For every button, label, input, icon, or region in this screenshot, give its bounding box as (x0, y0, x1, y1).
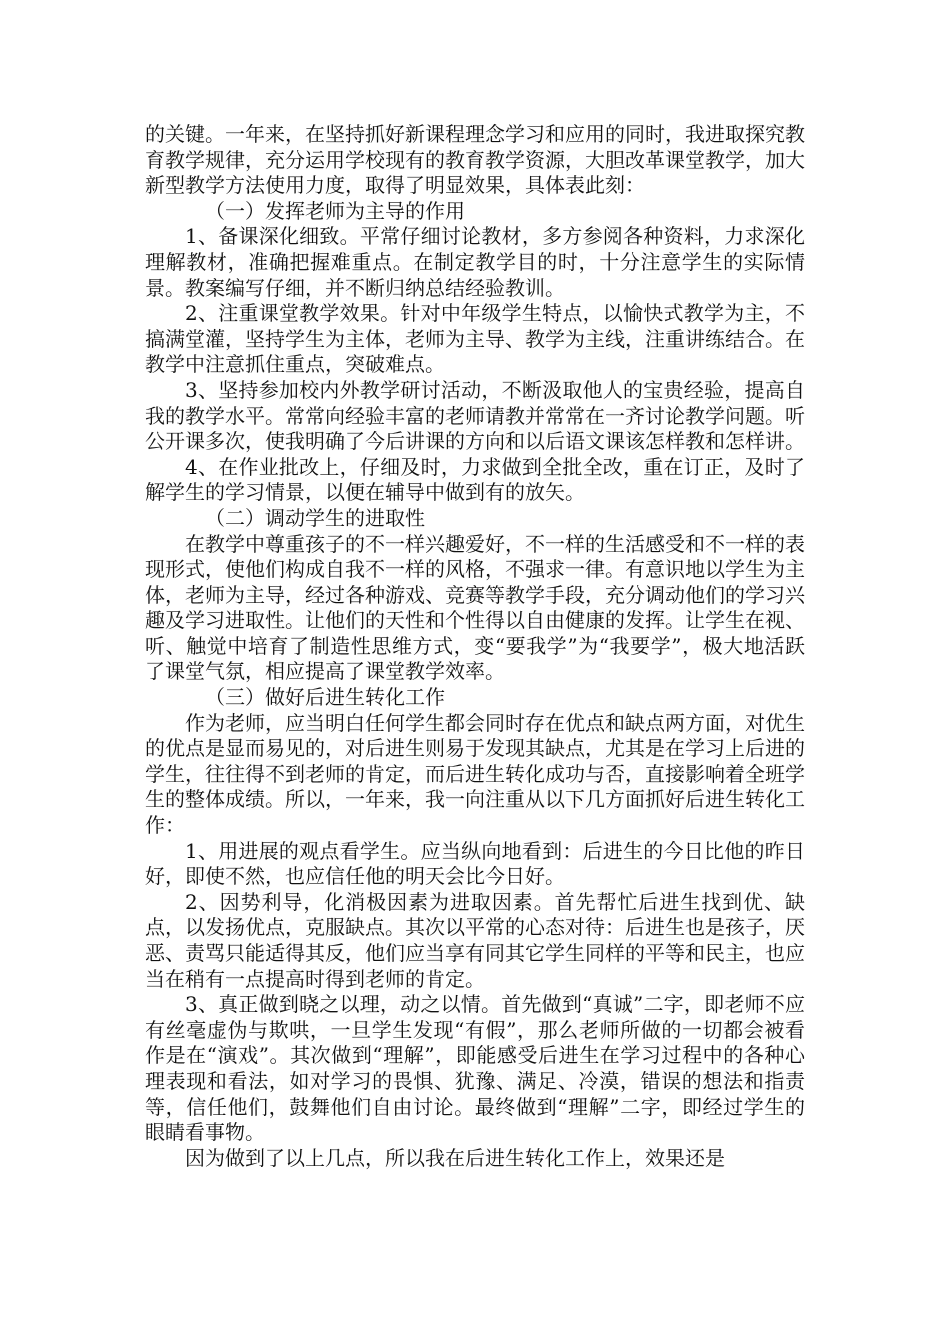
document-text (145, 122, 805, 1171)
paragraph-3-1: 1、用进展的观点看学生。应当纵向地看到：后进生的今日比他的昨日好，即使不然，也应信任他的明天会比今日好。 (145, 838, 805, 889)
section-heading-1: （一）发挥老师为主导的作用 (205, 198, 465, 223)
paragraph-2-1: 在教学中尊重孩子的不一样兴趣爱好，不一样的生活感受和不一样的表现形式，使他们构成自我不一样的风格，不强求一律。有意识地以学生为主体，老师为主导，经过各种游戏、竞赛等教学手段，充分调动他们的学习兴趣及学习进取性。让他们的天性和个性得以自由健康的发挥。让学生在视、听、触觉中培育了制造性思维方式，变“要我学”为“我要学”，极大地活跃了课堂气氛，相应提高了课堂教学效率。 (145, 531, 805, 684)
section-heading-3: （三）做好后进生转化工作 (205, 685, 445, 710)
paragraph-conclusion: 因为做到了以上几点，所以我在后进生转化工作上，效果还是 (185, 1145, 725, 1170)
paragraph-1-4: 4、在作业批改上，仔细及时，力求做到全批全改，重在订正，及时了解学生的学习情景，以便在辅导中做到有的放矢。 (145, 454, 805, 505)
section-heading-2: （二）调动学生的进取性 (205, 505, 425, 530)
paragraph-3-3: 3、真正做到晓之以理，动之以情。首先做到“真诚”二字，即老师不应有丝毫虚伪与欺哄，一旦学生发现“有假”，那么老师所做的一切都会被看作是在“演戏”。其次做到“理解”，即能感受后进生在学习过程中的各种心理表现和看法，如对学习的畏惧、犹豫、满足、冷漠，错误的想法和指责等，信任他们，鼓舞他们自由讨论。最终做到“理解”二字，即经过学生的眼睛看事物。 (145, 992, 805, 1145)
paragraph-1-2: 2、注重课堂教学效果。针对中年级学生特点，以愉快式教学为主，不搞满堂灌，坚持学生为主体，老师为主导、教学为主线，注重讲练结合。在教学中注意抓住重点，突破难点。 (145, 301, 805, 377)
paragraph-3-2: 2、因势利导，化消极因素为进取因素。首先帮忙后进生找到优、缺点，以发扬优点，克服缺点。其次以平常的心态对待：后进生也是孩子，厌恶、责骂只能适得其反，他们应当享有同其它学生同样的平等和民主，也应当在稍有一点提高时得到老师的肯定。 (145, 889, 805, 991)
paragraph-1-3: 3、坚持参加校内外教学研讨活动，不断汲取他人的宝贵经验，提高自我的教学水平。常常向经验丰富的老师请教并常常在一齐讨论教学问题。听公开课多次，使我明确了今后讲课的方向和以后语文课该怎样教和怎样讲。 (145, 377, 805, 454)
paragraph-3-intro: 作为老师，应当明白任何学生都会同时存在优点和缺点两方面，对优生的优点是显而易见的，对后进生则易于发现其缺点，尤其是在学习上后进的学生，往往得不到老师的肯定，而后进生转化成功与否，直接影响着全班学生的整体成绩。所以，一年来，我一向注重从以下几方面抓好后进生转化工作： (145, 710, 805, 838)
paragraph-1-1: 1、备课深化细致。平常仔细讨论教材，多方参阅各种资料，力求深化理解教材，准确把握难重点。在制定教学目的时，十分注意学生的实际情景。教案编写仔细，并不断归纳总结经验教训。 (145, 224, 805, 300)
paragraph-intro: 的关键。一年来，在坚持抓好新课程理念学习和应用的同时，我进取探究教育教学规律，充分运用学校现有的教育教学资源，大胆改革课堂教学，加大新型教学方法使用力度，取得了明显效果，具体表此刻： (145, 122, 805, 198)
